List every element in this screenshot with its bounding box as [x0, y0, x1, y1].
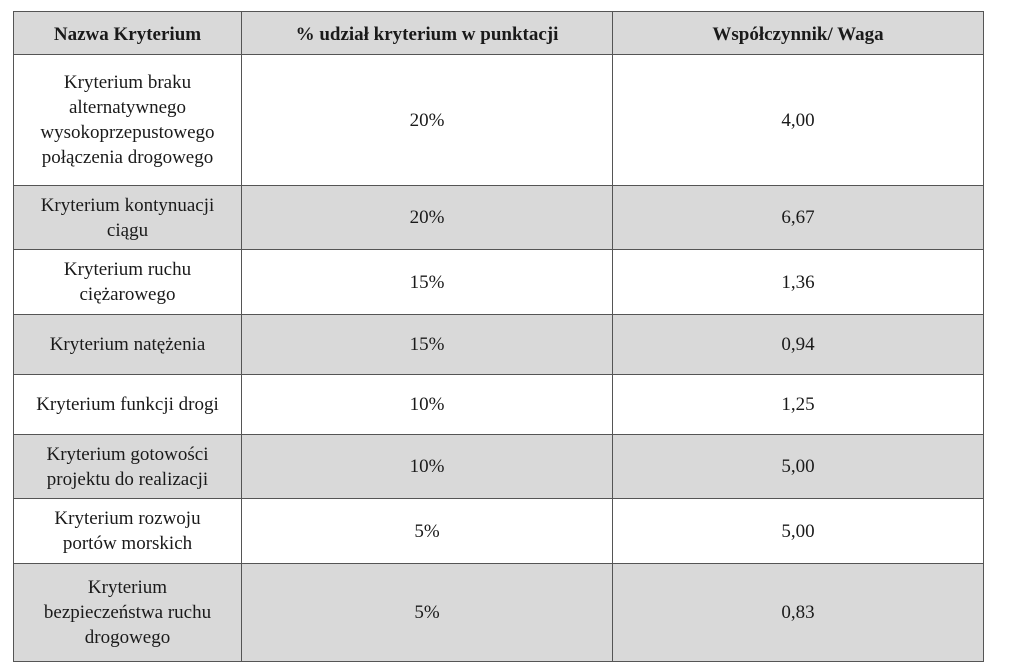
share-cell: 10%: [242, 435, 613, 499]
share-cell: 20%: [242, 186, 613, 250]
criterion-name-cell: Kryterium ruchu ciężarowego: [14, 250, 242, 315]
criterion-name-cell: Kryterium funkcji drogi: [14, 375, 242, 435]
criterion-name-cell: Kryterium bezpieczeństwa ruchu drogowego: [14, 564, 242, 662]
weight-cell: 4,00: [613, 55, 984, 186]
table-row: [14, 186, 984, 250]
criterion-name-cell: Kryterium rozwoju portów morskich: [14, 499, 242, 564]
table-row: [14, 55, 984, 186]
criterion-name-cell: Kryterium gotowości projektu do realizacji: [14, 435, 242, 499]
table-header-row: [14, 12, 984, 55]
header-weight: Współczynnik/ Waga: [613, 12, 984, 55]
criterion-name-cell: Kryterium braku alternatywnego wysokoprzepustowego połączenia drogowego: [14, 55, 242, 186]
weight-cell: 1,25: [613, 375, 984, 435]
header-criterion-name: Nazwa Kryterium: [14, 12, 242, 55]
weight-cell: 1,36: [613, 250, 984, 315]
table-row: [14, 564, 984, 662]
share-cell: 20%: [242, 55, 613, 186]
table-row: [14, 315, 984, 375]
share-cell: 15%: [242, 315, 613, 375]
weight-cell: 5,00: [613, 499, 984, 564]
weight-cell: 5,00: [613, 435, 984, 499]
criterion-name-cell: Kryterium natężenia: [14, 315, 242, 375]
weight-cell: 0,94: [613, 315, 984, 375]
table-row: [14, 435, 984, 499]
criteria-table: [13, 11, 984, 662]
table-row: [14, 250, 984, 315]
weight-cell: 6,67: [613, 186, 984, 250]
criterion-name-cell: Kryterium kontynuacji ciągu: [14, 186, 242, 250]
table-row: [14, 375, 984, 435]
share-cell: 10%: [242, 375, 613, 435]
share-cell: 15%: [242, 250, 613, 315]
share-cell: 5%: [242, 499, 613, 564]
header-share-percent: % udział kryterium w punktacji: [242, 12, 613, 55]
weight-cell: 0,83: [613, 564, 984, 662]
share-cell: 5%: [242, 564, 613, 662]
table-row: [14, 499, 984, 564]
